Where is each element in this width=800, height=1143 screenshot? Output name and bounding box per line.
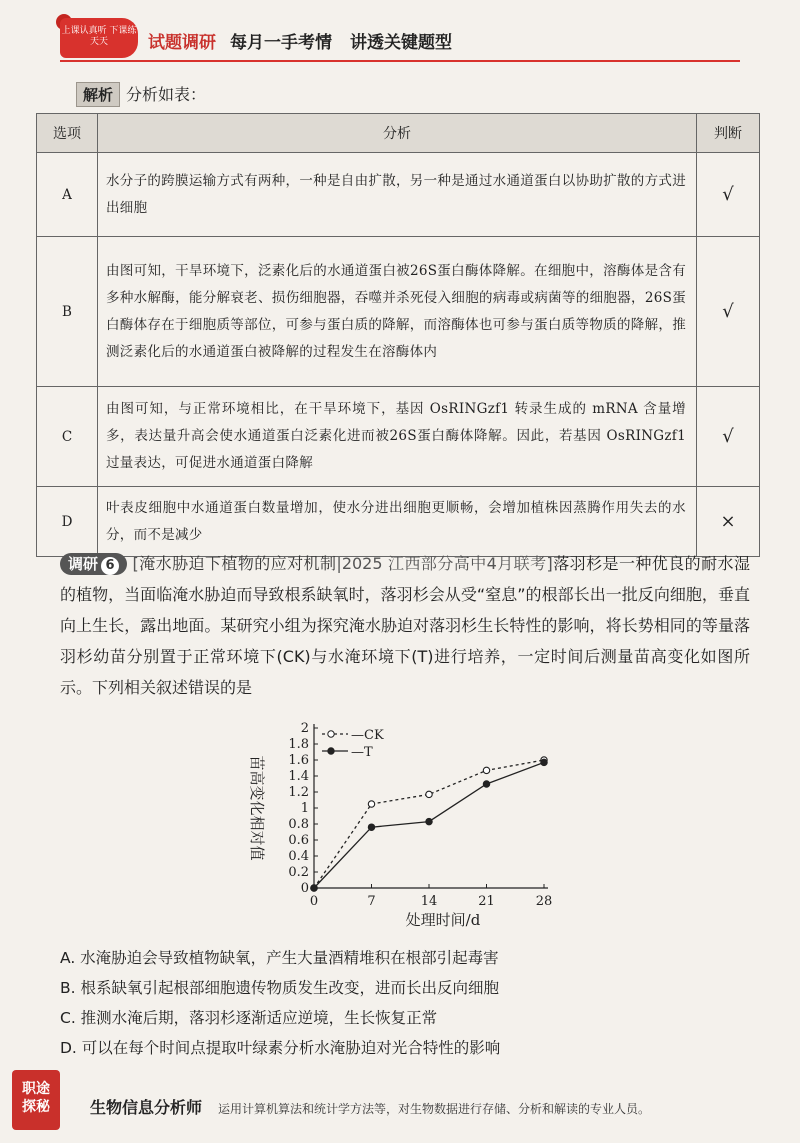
row-option: C [37,387,98,487]
header-label-sub2: 讲透关键题型 [350,33,452,53]
row-analysis: 水分子的跨膜运输方式有两种，一种是自由扩散，另一种是通过水通道蛋白以协助扩散的方式进出细胞 [98,153,697,237]
option-b: B. 根系缺氧引起根部细胞遗传物质发生改变，进而长出反向细胞 [60,979,499,997]
data-point-T [311,885,317,891]
y-tick-label: 2 [300,721,309,736]
side-tab-label: 职途探秘 [22,1081,50,1115]
y-tick-label: 1 [300,801,309,816]
data-point-CK [368,801,374,807]
table-row [37,237,760,387]
table-header-option: 选项 [37,114,98,153]
header-label-main: 试题调研 [148,33,216,53]
chart-legend [322,728,384,760]
page-header [0,0,800,70]
question-number: 6 [101,557,119,575]
question-source: [淹水胁迫下植物的应对机制|2025 江西部分高中4月联考] [132,554,553,573]
legend-marker-T [328,748,334,754]
header-title [148,28,452,53]
logo: 上课认真听 下课练天天 [60,18,138,58]
question-badge-label: 调研 [68,555,99,573]
y-tick-label: 0 [300,881,309,896]
row-judgement: √ [697,237,760,387]
seedling-height-chart [226,712,566,937]
x-tick-label: 21 [478,894,495,909]
chart-x-label: 处理时间/d [405,911,481,929]
header-divider [60,60,740,62]
x-tick-label: 0 [309,894,319,909]
header-label-sub1: 每月一手考情 [230,33,332,53]
y-tick-label: 1.8 [288,737,309,752]
chart-axes [314,724,548,888]
y-tick-label: 0.6 [288,833,309,848]
row-judgement: √ [697,153,760,237]
row-judgement: √ [697,387,760,487]
data-point-T [483,781,489,787]
footer-desc: 运用计算机算法和统计学方法等，对生物数据进行存储、分析和解读的专业人员。 [218,1102,651,1116]
side-tab [12,1070,60,1130]
table-row [37,387,760,487]
analysis-tag: 解析 [76,82,120,107]
row-option: A [37,153,98,237]
footer [90,1095,650,1118]
y-tick-label: 0.2 [288,865,309,880]
legend-label-CK: —CK [351,728,384,743]
data-point-CK [483,767,489,773]
table-row [37,153,760,237]
legend-label-T: —T [351,745,373,760]
analysis-intro-text: 分析如表： [126,85,207,104]
x-tick-label: 14 [420,894,438,909]
row-analysis: 由图可知，与正常环境相比，在干旱环境下，基因 OsRINGzf1 转录生成的 mRNA 含量增多，表达量升高会使水通道蛋白泛素化进而被26S蛋白酶体降解。因此，若基因 OsRINGzf1 过量表达，可促进水通道蛋白降解 [98,387,697,487]
question-badge [60,553,127,575]
answer-options [60,943,500,1063]
question-stem [60,548,750,703]
option-a: A. 水淹胁迫会导致植物缺氧，产生大量酒精堆积在根部引起毒害 [60,949,499,967]
question-stem-text: 落羽杉是一种优良的耐水湿的植物，当面临淹水胁迫而导致根系缺氧时，落羽杉会从受“窒息”的根部长出一批反向细胞，垂直向上生长，露出地面。某研究小组为探究淹水胁迫对落羽杉生长特性的影响，将长势相同的等量落羽杉幼苗分别置于正常环境下(CK)与水淹环境下(T)进行培养，一定时间后测量苗高变化如图所示。下列相关叙述错误的是 [60,554,750,697]
data-point-T [368,824,374,830]
question-source-exam: 2025 江西部分高中4月联考 [341,554,547,573]
data-point-T [541,759,547,765]
option-d: D. 可以在每个时间点提取叶绿素分析水淹胁迫对光合特性的影响 [60,1039,501,1057]
data-point-T [426,818,432,824]
table-row [37,487,760,557]
row-analysis: 由图可知，干旱环境下，泛素化后的水通道蛋白被26S蛋白酶体降解。在细胞中，溶酶体是含有多种水解酶，能分解衰老、损伤细胞器，吞噬并杀死侵入细胞的病毒或病菌等的细胞器，26S蛋白酶体存在于细胞质等部位，可参与蛋白质的降解，而溶酶体也可参与蛋白质等物质的降解，推测泛素化后的水通道蛋白被降解的过程发生在溶酶体内 [98,237,697,387]
row-option: B [37,237,98,387]
chart-y-label: 苗高变化相对值 [248,755,266,861]
table-header-row [37,114,760,153]
option-c: C. 推测水淹后期，落羽杉逐渐适应逆境，生长恢复正常 [60,1009,438,1027]
y-tick-label: 0.8 [288,817,309,832]
table-header-judgement: 判断 [697,114,760,153]
y-tick-label: 1.2 [288,785,309,800]
row-judgement: × [697,487,760,557]
table-header-analysis: 分析 [98,114,697,153]
x-tick-label: 7 [367,894,376,909]
footer-title: 生物信息分析师 [90,1098,203,1117]
question-topic: 淹水胁迫下植物的应对机制 [138,554,337,573]
data-point-CK [426,791,432,797]
analysis-table [36,113,760,557]
analysis-intro [76,82,206,107]
y-tick-label: 0.4 [288,849,309,864]
y-tick-label: 1.4 [288,769,309,784]
row-option: D [37,487,98,557]
y-tick-label: 1.6 [288,753,309,768]
x-tick-label: 28 [535,894,553,909]
legend-marker-CK [328,731,334,737]
row-analysis: 叶表皮细胞中水通道蛋白数量增加，使水分进出细胞更顺畅，会增加植株因蒸腾作用失去的水分，而不是减少 [98,487,697,557]
